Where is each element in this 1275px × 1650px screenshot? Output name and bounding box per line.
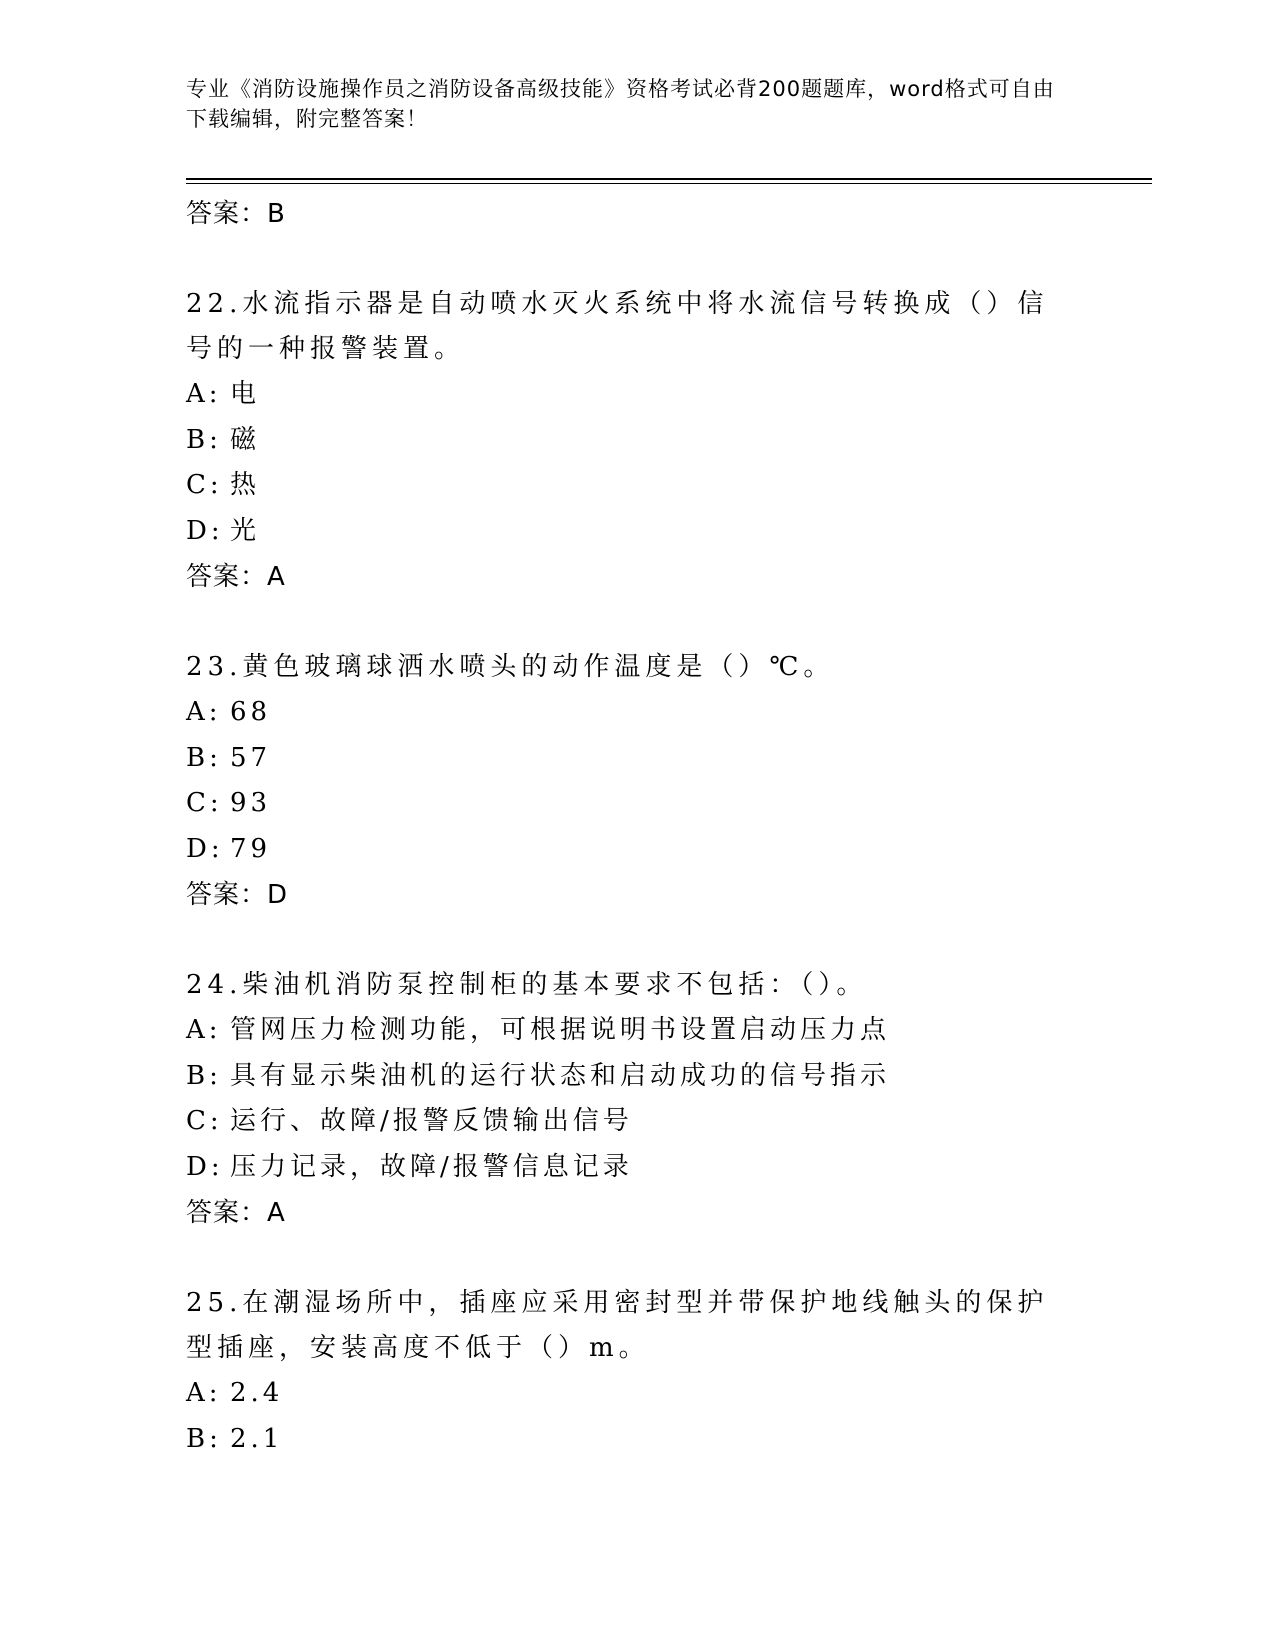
document-header: 专业《消防设施操作员之消防设备高级技能》资格考试必背200题题库，word格式可自由下载编辑，附完整答案！ [186,77,1055,131]
option-key: B: [186,1423,222,1454]
header-rule-thin [186,183,1152,184]
option-key: C: [186,788,223,818]
question-block [186,1281,1086,1462]
option-text: 管网压力检测功能，可根据说明书设置启动压力点 [230,1015,891,1045]
option-text: 压力记录，故障/报警信息记录 [230,1151,633,1182]
option-key: B: [186,742,222,773]
option-text: 运行、故障/报警反馈输出信号 [230,1106,633,1136]
option-c [186,781,1086,827]
option-text: 79 [230,833,272,864]
question-block [186,963,1086,1236]
question-text: 23.黄色玻璃球洒水喷头的动作温度是（）℃。 [186,652,835,682]
option-c [186,463,1086,509]
option-key: D: [186,833,224,864]
option-key: A: [186,697,222,727]
option-key: A: [186,1015,222,1045]
option-key: C: [186,470,223,500]
option-a [186,372,1086,418]
option-key: D: [186,1151,224,1182]
option-b [186,418,1086,464]
option-text: 68 [230,697,272,727]
option-d [186,827,1086,873]
answer-line: 答案：B [186,199,286,229]
header-rule-thick [186,178,1152,180]
answer-line: 答案：A [186,1198,286,1228]
option-text: 磁 [230,424,261,455]
option-text: 57 [230,742,272,773]
option-d [186,1145,1086,1191]
answer-line: 答案：A [186,562,286,592]
question-text: 24.柴油机消防泵控制柜的基本要求不包括：（）。 [186,970,868,1000]
option-text: 2.1 [230,1423,284,1454]
option-text: 电 [230,379,261,409]
answer-line: 答案：D [186,880,289,910]
option-a [186,1008,1086,1054]
option-text: 热 [230,470,261,500]
question-text: 22.水流指示器是自动喷水灭火系统中将水流信号转换成（）信号的一种报警装置。 [186,289,1049,364]
option-b [186,1054,1086,1100]
option-d [186,509,1086,555]
option-key: A: [186,379,222,409]
option-text: 具有显示柴油机的运行状态和启动成功的信号指示 [230,1060,891,1091]
option-key: B: [186,424,222,455]
question-block [186,282,1086,600]
option-text: 93 [230,788,272,818]
option-b [186,1417,1086,1463]
question-block [186,645,1086,918]
option-key: D: [186,515,224,546]
document-body [186,191,1086,1462]
option-text: 光 [230,515,261,546]
option-key: B: [186,1060,222,1091]
option-key: A: [186,1378,222,1408]
option-key: C: [186,1106,223,1136]
option-a [186,690,1086,736]
option-c [186,1099,1086,1145]
option-a [186,1371,1086,1417]
option-b [186,736,1086,782]
option-text: 2.4 [230,1378,284,1408]
question-text: 25.在潮湿场所中，插座应采用密封型并带保护地线触头的保护型插座，安装高度不低于（）m。 [186,1288,1049,1363]
